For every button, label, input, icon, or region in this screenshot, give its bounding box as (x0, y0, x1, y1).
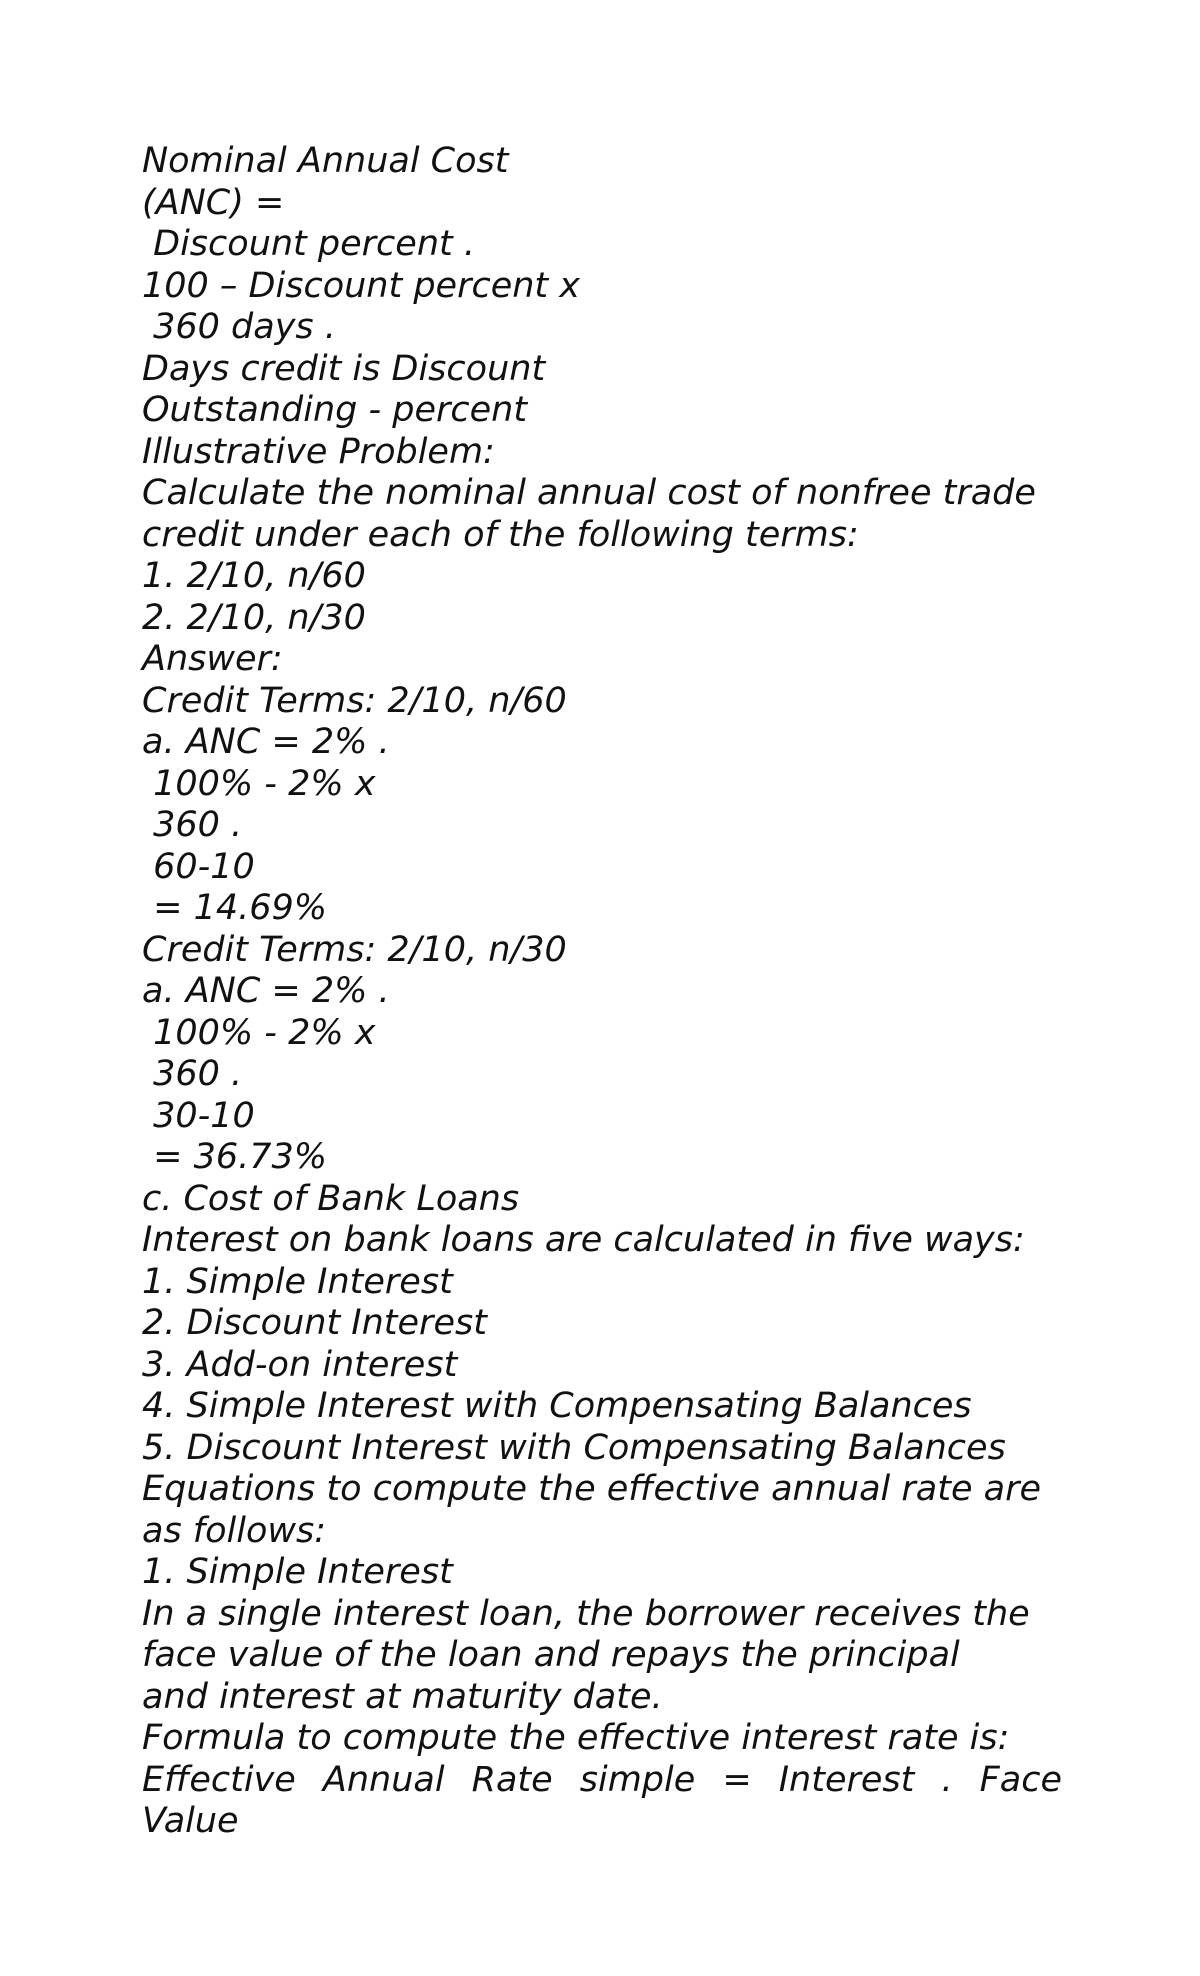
text-line: a. ANC = 2% . (142, 971, 390, 1011)
text-line: 1. Simple Interest (142, 1261, 453, 1302)
text-line: 5. Discount Interest with Compensating Balances (142, 1427, 1006, 1468)
text-line: Days credit is Discount (142, 348, 546, 389)
text-line: Credit Terms: 2/10, n/60 (142, 680, 567, 721)
text-line: 4. Simple Interest with Compensating Balances (142, 1386, 972, 1426)
text-line: 100% - 2% x (142, 1012, 376, 1053)
text-line: Interest on bank loans are calculated in five ways: (142, 1220, 1025, 1260)
text-line: Credit Terms: 2/10, n/30 (142, 929, 567, 970)
text-line: Value (142, 1801, 239, 1841)
text-line: face value of the loan and repays the principal (142, 1635, 960, 1675)
text-line: 100 – Discount percent x (142, 265, 580, 306)
text-line: In a single interest loan, the borrower receives the (142, 1593, 1030, 1634)
text-line: 30-10 (142, 1095, 255, 1136)
text-line: Formula to compute the effective interest rate is: (142, 1718, 1010, 1758)
text-line: as follows: (142, 1510, 327, 1551)
text-line: 1. 2/10, n/60 (142, 556, 366, 596)
text-line: 360 days . (142, 307, 336, 347)
section-heading: c. Cost of Bank Loans (142, 1178, 520, 1219)
text-line: and interest at maturity date. (142, 1676, 663, 1717)
text-line: a. ANC = 2% . (142, 722, 390, 762)
formula-line: Effective Annual Rate simple = Interest . Face (142, 1759, 1062, 1800)
text-line: 100% - 2% x (142, 763, 376, 804)
text-line: 2. 2/10, n/30 (142, 597, 366, 638)
text-line: 360 . (142, 805, 243, 845)
text-line: Answer: (142, 639, 283, 679)
text-line: 360 . (142, 1054, 243, 1094)
text-line: Equations to compute the effective annual rate are (142, 1469, 1041, 1509)
text-line: Discount percent . (142, 224, 475, 264)
text-line: = 14.69% (142, 888, 328, 928)
text-line: = 36.73% (142, 1137, 328, 1177)
text-line: 60-10 (142, 846, 255, 887)
document-page (142, 141, 1062, 1843)
text-line: Calculate the nominal annual cost of nonfree trade (142, 473, 1036, 513)
text-line: 3. Add-on interest (142, 1344, 458, 1385)
text-line: (ANC) = (142, 182, 285, 223)
text-line: Illustrative Problem: (142, 431, 495, 472)
text-line: 2. Discount Interest (142, 1303, 487, 1343)
text-line: 1. Simple Interest (142, 1552, 453, 1592)
text-line: Nominal Annual Cost (142, 141, 509, 181)
text-line: credit under each of the following terms: (142, 514, 859, 555)
text-line: Outstanding - percent (142, 390, 528, 430)
